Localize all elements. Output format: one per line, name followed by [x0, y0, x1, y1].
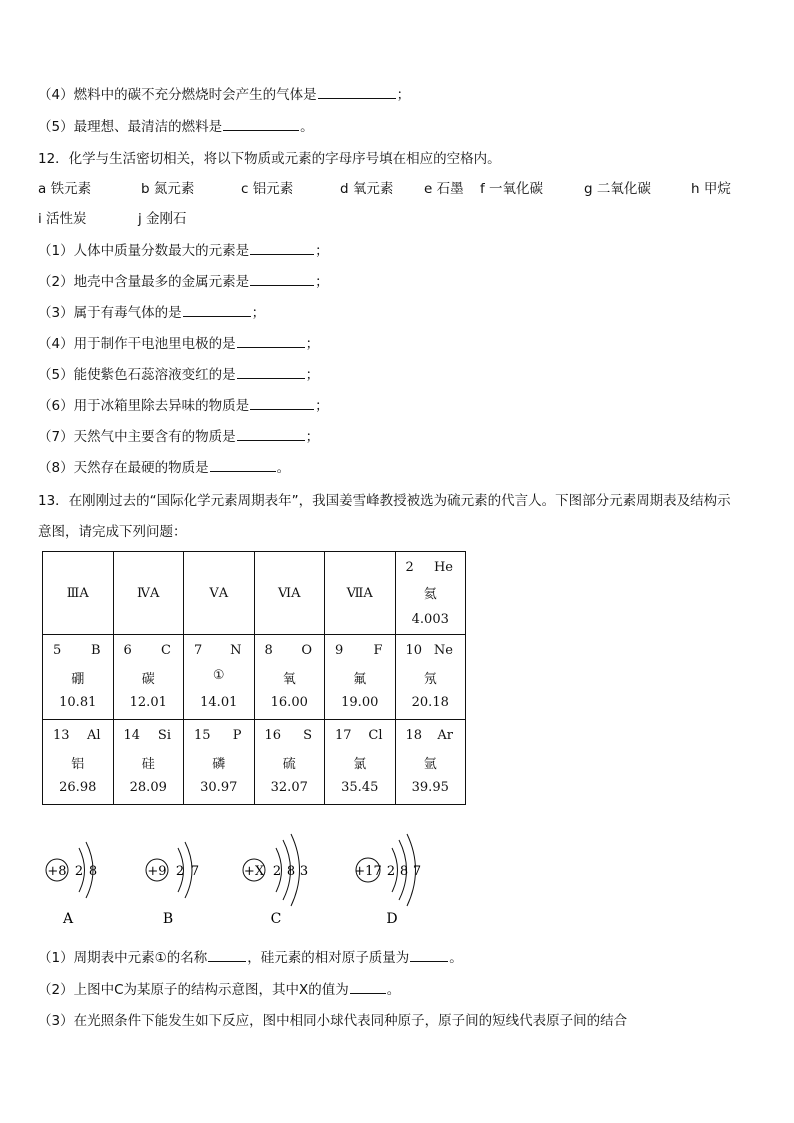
element-name: 氖: [423, 672, 437, 687]
diagram-label: D: [386, 911, 398, 927]
option-d: d 氧元素: [340, 181, 394, 197]
atomic-mass: 39.95: [411, 780, 449, 795]
q12-item-2: [38, 270, 329, 290]
element-symbol: S: [303, 728, 312, 743]
atomic-structure-diagrams: [0, 820, 794, 930]
punct: ；: [315, 243, 329, 259]
question-text: （1）周期表中元素①的名称: [38, 950, 208, 966]
atomic-mass: 19.00: [341, 695, 379, 710]
diagram-label: C: [270, 911, 282, 927]
atomic-mass: 10.81: [59, 695, 97, 710]
answer-blank[interactable]: [410, 947, 448, 962]
atomic-number: 6: [123, 643, 132, 658]
nucleus-charge: +9: [147, 864, 167, 879]
diagram-label: B: [162, 911, 174, 927]
element-name: 氯: [353, 757, 367, 772]
element-name: 氦: [423, 587, 437, 602]
element-cell-he: [395, 552, 466, 635]
q12-item-8: [38, 456, 290, 476]
question-text: （5）能使紫色石蕊溶液变红的是: [38, 367, 236, 383]
atomic-mass: 30.97: [200, 780, 238, 795]
question-text: （2）地壳中含量最多的金属元素是: [38, 274, 250, 290]
atomic-mass: 32.07: [270, 780, 308, 795]
element-name: 氧: [282, 672, 296, 687]
periodic-table: [42, 551, 466, 805]
element-symbol: Ne: [433, 643, 453, 658]
punct: ；: [305, 336, 320, 352]
atomic-mass: 14.01: [200, 695, 238, 710]
option-g: g 二氧化碳: [584, 181, 651, 197]
option-j: j 金刚石: [138, 211, 187, 227]
shell-electrons: 7: [190, 864, 200, 879]
punct: 。: [449, 950, 463, 966]
q13-stem-line1: 13．在刚刚过去的“国际化学元素周期表年”，我国姜雪峰教授被选为硫元素的代言人。下图部分元素周期表及结构示: [38, 493, 731, 509]
element-cell-ne: [395, 635, 466, 720]
element-symbol: C: [161, 643, 171, 658]
atomic-number: 2: [405, 560, 414, 575]
answer-blank[interactable]: [250, 395, 314, 410]
answer-blank[interactable]: [237, 426, 305, 441]
atomic-number: 15: [194, 728, 211, 743]
q12-item-6: [38, 394, 329, 414]
element-name: 硼: [71, 672, 85, 687]
q13-item-1: [38, 946, 463, 966]
element-cell-s: [254, 720, 325, 805]
atomic-mass: 20.18: [411, 695, 449, 710]
element-name: 硫: [282, 757, 296, 772]
element-cell-ar: [395, 720, 466, 805]
answer-blank[interactable]: [223, 116, 299, 131]
atomic-number: 8: [264, 643, 273, 658]
element-symbol: Ar: [437, 728, 453, 743]
atomic-mass: 26.98: [59, 780, 97, 795]
answer-blank[interactable]: [183, 302, 251, 317]
atomic-number: 13: [53, 728, 70, 743]
q12-item-1: [38, 239, 329, 259]
shell-electrons: 8: [88, 864, 98, 879]
q12-stem: 12．化学与生活密切相关，将以下物质或元素的字母序号填在相应的空格内。: [38, 151, 501, 167]
option-h: h 甲烷: [691, 181, 731, 197]
punct: ；: [305, 429, 320, 445]
question-text: （5）最理想、最清洁的燃料是: [38, 119, 223, 135]
option-c: c 铝元素: [241, 181, 294, 197]
element-symbol: Si: [157, 728, 171, 743]
q11-item-4: [38, 83, 410, 103]
element-symbol: P: [232, 728, 242, 743]
question-text: ，硅元素的相对原子质量为: [247, 950, 410, 966]
atomic-mass: 28.09: [129, 780, 167, 795]
element-name: 磷: [212, 757, 226, 772]
element-name: 硅: [141, 757, 155, 772]
atomic-number: 14: [123, 728, 141, 743]
atomic-number: 17: [335, 728, 352, 743]
atomic-mass: 4.003: [411, 612, 449, 627]
punct: 。: [386, 982, 401, 998]
punct: ；: [305, 367, 320, 383]
element-cell-cl: [325, 720, 396, 805]
atomic-number: 16: [264, 728, 282, 743]
q12-item-4: [38, 332, 319, 352]
element-name: 碳: [141, 672, 155, 687]
shell-electrons: 2: [175, 864, 185, 879]
element-symbol: He: [433, 560, 453, 575]
q13-stem-line2: 意图，请完成下列问题：: [38, 524, 187, 540]
punct: ；: [396, 87, 411, 103]
question-text: （1）人体中质量分数最大的元素是: [38, 243, 250, 259]
atomic-number: 10: [405, 643, 423, 658]
q12-item-5: [38, 363, 319, 383]
punct: ；: [315, 274, 329, 290]
group-header: ⅢA: [43, 552, 114, 635]
nucleus-charge: +8: [47, 864, 67, 879]
shell-electrons: 7: [412, 864, 422, 879]
element-symbol: N: [230, 643, 242, 658]
question-text: （7）天然气中主要含有的物质是: [38, 429, 236, 445]
shell-electrons: 8: [399, 864, 409, 879]
element-cell-al: [43, 720, 114, 805]
element-cell-si: [113, 720, 184, 805]
answer-blank[interactable]: [210, 457, 276, 472]
q13-item-3: [38, 1009, 627, 1029]
group-header: ⅣA: [113, 552, 184, 635]
element-symbol: Al: [86, 728, 101, 743]
option-b: b 氮元素: [141, 181, 195, 197]
shell-electrons: 2: [74, 864, 84, 879]
question-text: （3）在光照条件下能发生如下反应，图中相同小球代表同种原子，原子间的短线代表原子间的结合: [38, 1013, 628, 1029]
atomic-mass: 16.00: [270, 695, 308, 710]
q11-item-5: [38, 115, 314, 135]
element-symbol: B: [90, 643, 101, 658]
option-a: a 铁元素: [38, 181, 92, 197]
q12-item-7: [38, 425, 319, 445]
question-text: （6）用于冰箱里除去异味的物质是: [38, 398, 250, 414]
question-text: （4）用于制作干电池里电极的是: [38, 336, 236, 352]
atomic-mass: 35.45: [341, 780, 379, 795]
group-header: ⅥA: [254, 552, 325, 635]
answer-blank[interactable]: [318, 84, 396, 99]
punct: 。: [300, 119, 314, 135]
element-cell-n: [184, 635, 255, 720]
atomic-number: 9: [335, 643, 344, 658]
element-name: 氟: [353, 672, 367, 687]
question-text: （4）燃料中的碳不充分燃烧时会产生的气体是: [38, 87, 317, 103]
punct: ；: [315, 398, 329, 414]
shell-electrons: 3: [299, 864, 309, 879]
atomic-number: 5: [53, 643, 62, 658]
group-header: ⅦA: [325, 552, 396, 635]
nucleus-charge: +17: [354, 864, 382, 879]
shell-electrons: 2: [386, 864, 396, 879]
q12-item-3: [38, 301, 265, 321]
answer-blank[interactable]: [208, 947, 246, 962]
element-cell-c: [113, 635, 184, 720]
answer-blank[interactable]: [350, 979, 386, 994]
element-name: ①: [212, 668, 225, 683]
atomic-mass: 12.01: [129, 695, 167, 710]
question-text: （3）属于有毒气体的是: [38, 305, 182, 321]
element-name: 铝: [71, 757, 85, 772]
option-f: f 一氧化碳: [480, 181, 544, 197]
element-cell-b: [43, 635, 114, 720]
punct: ；: [251, 305, 266, 321]
shell-electrons: 2: [272, 864, 282, 879]
element-cell-o: [254, 635, 325, 720]
question-text: （2）上图中C为某原子的结构示意图，其中X的值为: [38, 982, 349, 998]
answer-blank[interactable]: [237, 333, 305, 348]
group-header: ⅤA: [184, 552, 255, 635]
shell-electrons: 8: [286, 864, 296, 879]
element-cell-f: [325, 635, 396, 720]
answer-blank[interactable]: [250, 240, 314, 255]
answer-blank[interactable]: [237, 364, 305, 379]
option-i: i 活性炭: [38, 211, 87, 227]
option-e: e 石墨: [424, 181, 464, 197]
q13-item-2: [38, 978, 400, 998]
question-text: （8）天然存在最硬的物质是: [38, 460, 209, 476]
element-symbol: Cl: [368, 728, 383, 743]
punct: 。: [276, 460, 291, 476]
atomic-number: 18: [405, 728, 423, 743]
diagram-label: A: [62, 911, 74, 927]
element-symbol: O: [301, 643, 312, 658]
atomic-number: 7: [194, 643, 203, 658]
element-name: 氩: [423, 757, 437, 772]
element-symbol: F: [373, 643, 383, 658]
element-cell-p: [184, 720, 255, 805]
nucleus-charge: +X: [243, 864, 265, 879]
answer-blank[interactable]: [250, 271, 314, 286]
